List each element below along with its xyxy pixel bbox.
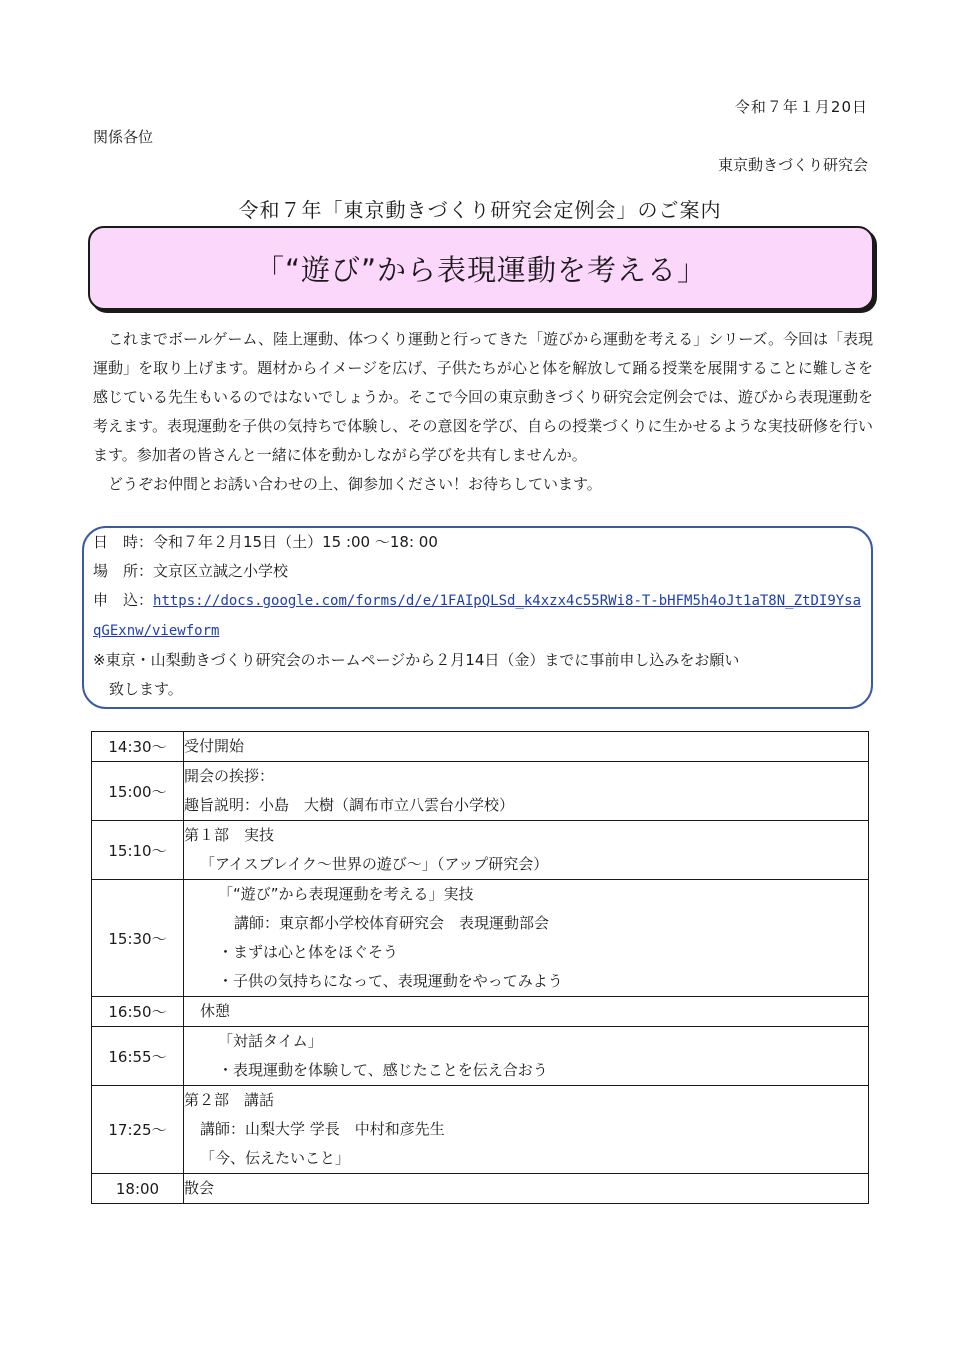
schedule-line: 散会 bbox=[184, 1179, 215, 1197]
table-row bbox=[92, 880, 869, 997]
intro-paragraph-2: どうぞお仲間とお誘い合わせの上、御参加ください！お待ちしています。 bbox=[108, 475, 602, 493]
schedule-line: 講師：東京都小学校体育研究会 表現運動部会 bbox=[234, 914, 550, 932]
schedule-line: ・子供の気持ちになって、表現運動をやってみよう bbox=[218, 972, 563, 990]
schedule-line: 「今、伝えたいこと」 bbox=[200, 1149, 351, 1167]
schedule-line: 第１部 実技 bbox=[184, 826, 275, 844]
schedule-line: 休憩 bbox=[200, 1002, 231, 1020]
schedule-line: 「アイスブレイク～世界の遊び～」（アップ研究会） bbox=[200, 855, 549, 873]
schedule-line: 「“遊び”から表現運動を考える」実技 bbox=[218, 885, 474, 903]
table-row bbox=[92, 762, 869, 821]
apply-label: 申 込： bbox=[93, 591, 154, 609]
schedule-table bbox=[91, 731, 869, 1204]
intro-paragraph-1: これまでボールゲーム、陸上運動、体つくり運動と行ってきた「遊びから運動を考える」シリーズ。今回は「表現運動」を取り上げます。題材からイメージを広げ、子供たちが心と体を解放して踊る授業を展開することに難しさを感じている先生もいるのではないでしょうか。そこで今回の東京動きづくり研究会定例会では、遊びから表現運動を考えます。表現運動を子供の気持ちで体験し、その意図を学び、自らの授業づくりに生かせるような実技研修を行います。参加者の皆さんと一緒に体を動かしながら学びを共有しませんか。 bbox=[93, 330, 874, 464]
intro-text bbox=[93, 325, 873, 499]
registration-note-cont: 致します。 bbox=[109, 680, 183, 698]
registration-note: ※東京・山梨動きづくり研究会のホームページから２月14日（金）までに事前申し込みをお願い bbox=[93, 651, 740, 669]
schedule-time: 15:00～ bbox=[92, 762, 184, 821]
schedule-content bbox=[184, 997, 869, 1027]
place-value: 文京区立誠之小学校 bbox=[153, 562, 289, 580]
table-row bbox=[92, 1027, 869, 1086]
schedule-content bbox=[184, 1086, 869, 1174]
table-row bbox=[92, 1086, 869, 1174]
schedule-content bbox=[184, 762, 869, 821]
info-apply-row bbox=[93, 586, 873, 616]
schedule-time: 14:30～ bbox=[92, 732, 184, 762]
apply-form-link[interactable]: https://docs.google.com/forms/d/e/1FAIpQLSd_k4xzx4c55RWi8-T-bHFM5h4oJt1aT8N_ZtDI9Ysa bbox=[153, 593, 862, 609]
place-label: 場 所： bbox=[93, 562, 154, 580]
info-place-row bbox=[93, 557, 873, 586]
schedule-time: 16:55～ bbox=[92, 1027, 184, 1086]
event-title: 「“遊び”から表現運動を考える」 bbox=[254, 252, 708, 287]
table-row bbox=[92, 997, 869, 1027]
schedule-time: 18:00 bbox=[92, 1174, 184, 1204]
schedule-content bbox=[184, 1027, 869, 1086]
schedule-time: 15:10～ bbox=[92, 821, 184, 880]
schedule-time: 17:25～ bbox=[92, 1086, 184, 1174]
schedule-line: 趣旨説明：小島 大樹（調布市立八雲台小学校） bbox=[184, 796, 515, 814]
info-datetime-row bbox=[93, 528, 873, 557]
schedule-line: 開会の挨拶： bbox=[184, 767, 275, 785]
schedule-content bbox=[184, 732, 869, 762]
schedule-content bbox=[184, 1174, 869, 1204]
table-row bbox=[92, 821, 869, 880]
title-box bbox=[88, 226, 874, 310]
schedule-line: 講師：山梨大学 学長 中村和彦先生 bbox=[200, 1120, 445, 1138]
schedule-time: 16:50～ bbox=[92, 997, 184, 1027]
recipients: 関係各位 bbox=[93, 128, 154, 146]
schedule-content bbox=[184, 821, 869, 880]
event-info bbox=[93, 528, 873, 704]
document-heading: 令和７年「東京動きづくり研究会定例会」のご案内 bbox=[238, 198, 722, 222]
datetime-label: 日 時： bbox=[93, 533, 154, 551]
schedule-content bbox=[184, 880, 869, 997]
schedule-line: 第２部 講話 bbox=[184, 1091, 275, 1109]
apply-form-link-cont[interactable]: qGExnw/viewform bbox=[93, 623, 220, 639]
datetime-value: 令和７年２月15日（土）15 :00 ～18: 00 bbox=[153, 533, 438, 551]
schedule-line: 「対話タイム」 bbox=[218, 1032, 323, 1050]
schedule-time: 15:30～ bbox=[92, 880, 184, 997]
document-date: 令和７年１月20日 bbox=[734, 98, 868, 116]
schedule-line: ・表現運動を体験して、感じたことを伝え合おう bbox=[218, 1061, 548, 1079]
table-row bbox=[92, 732, 869, 762]
info-apply-row-cont bbox=[93, 616, 873, 646]
organization-name: 東京動きづくり研究会 bbox=[717, 156, 868, 174]
schedule-line: 受付開始 bbox=[184, 737, 245, 755]
schedule-line: ・まずは心と体をほぐそう bbox=[218, 943, 399, 961]
table-row bbox=[92, 1174, 869, 1204]
